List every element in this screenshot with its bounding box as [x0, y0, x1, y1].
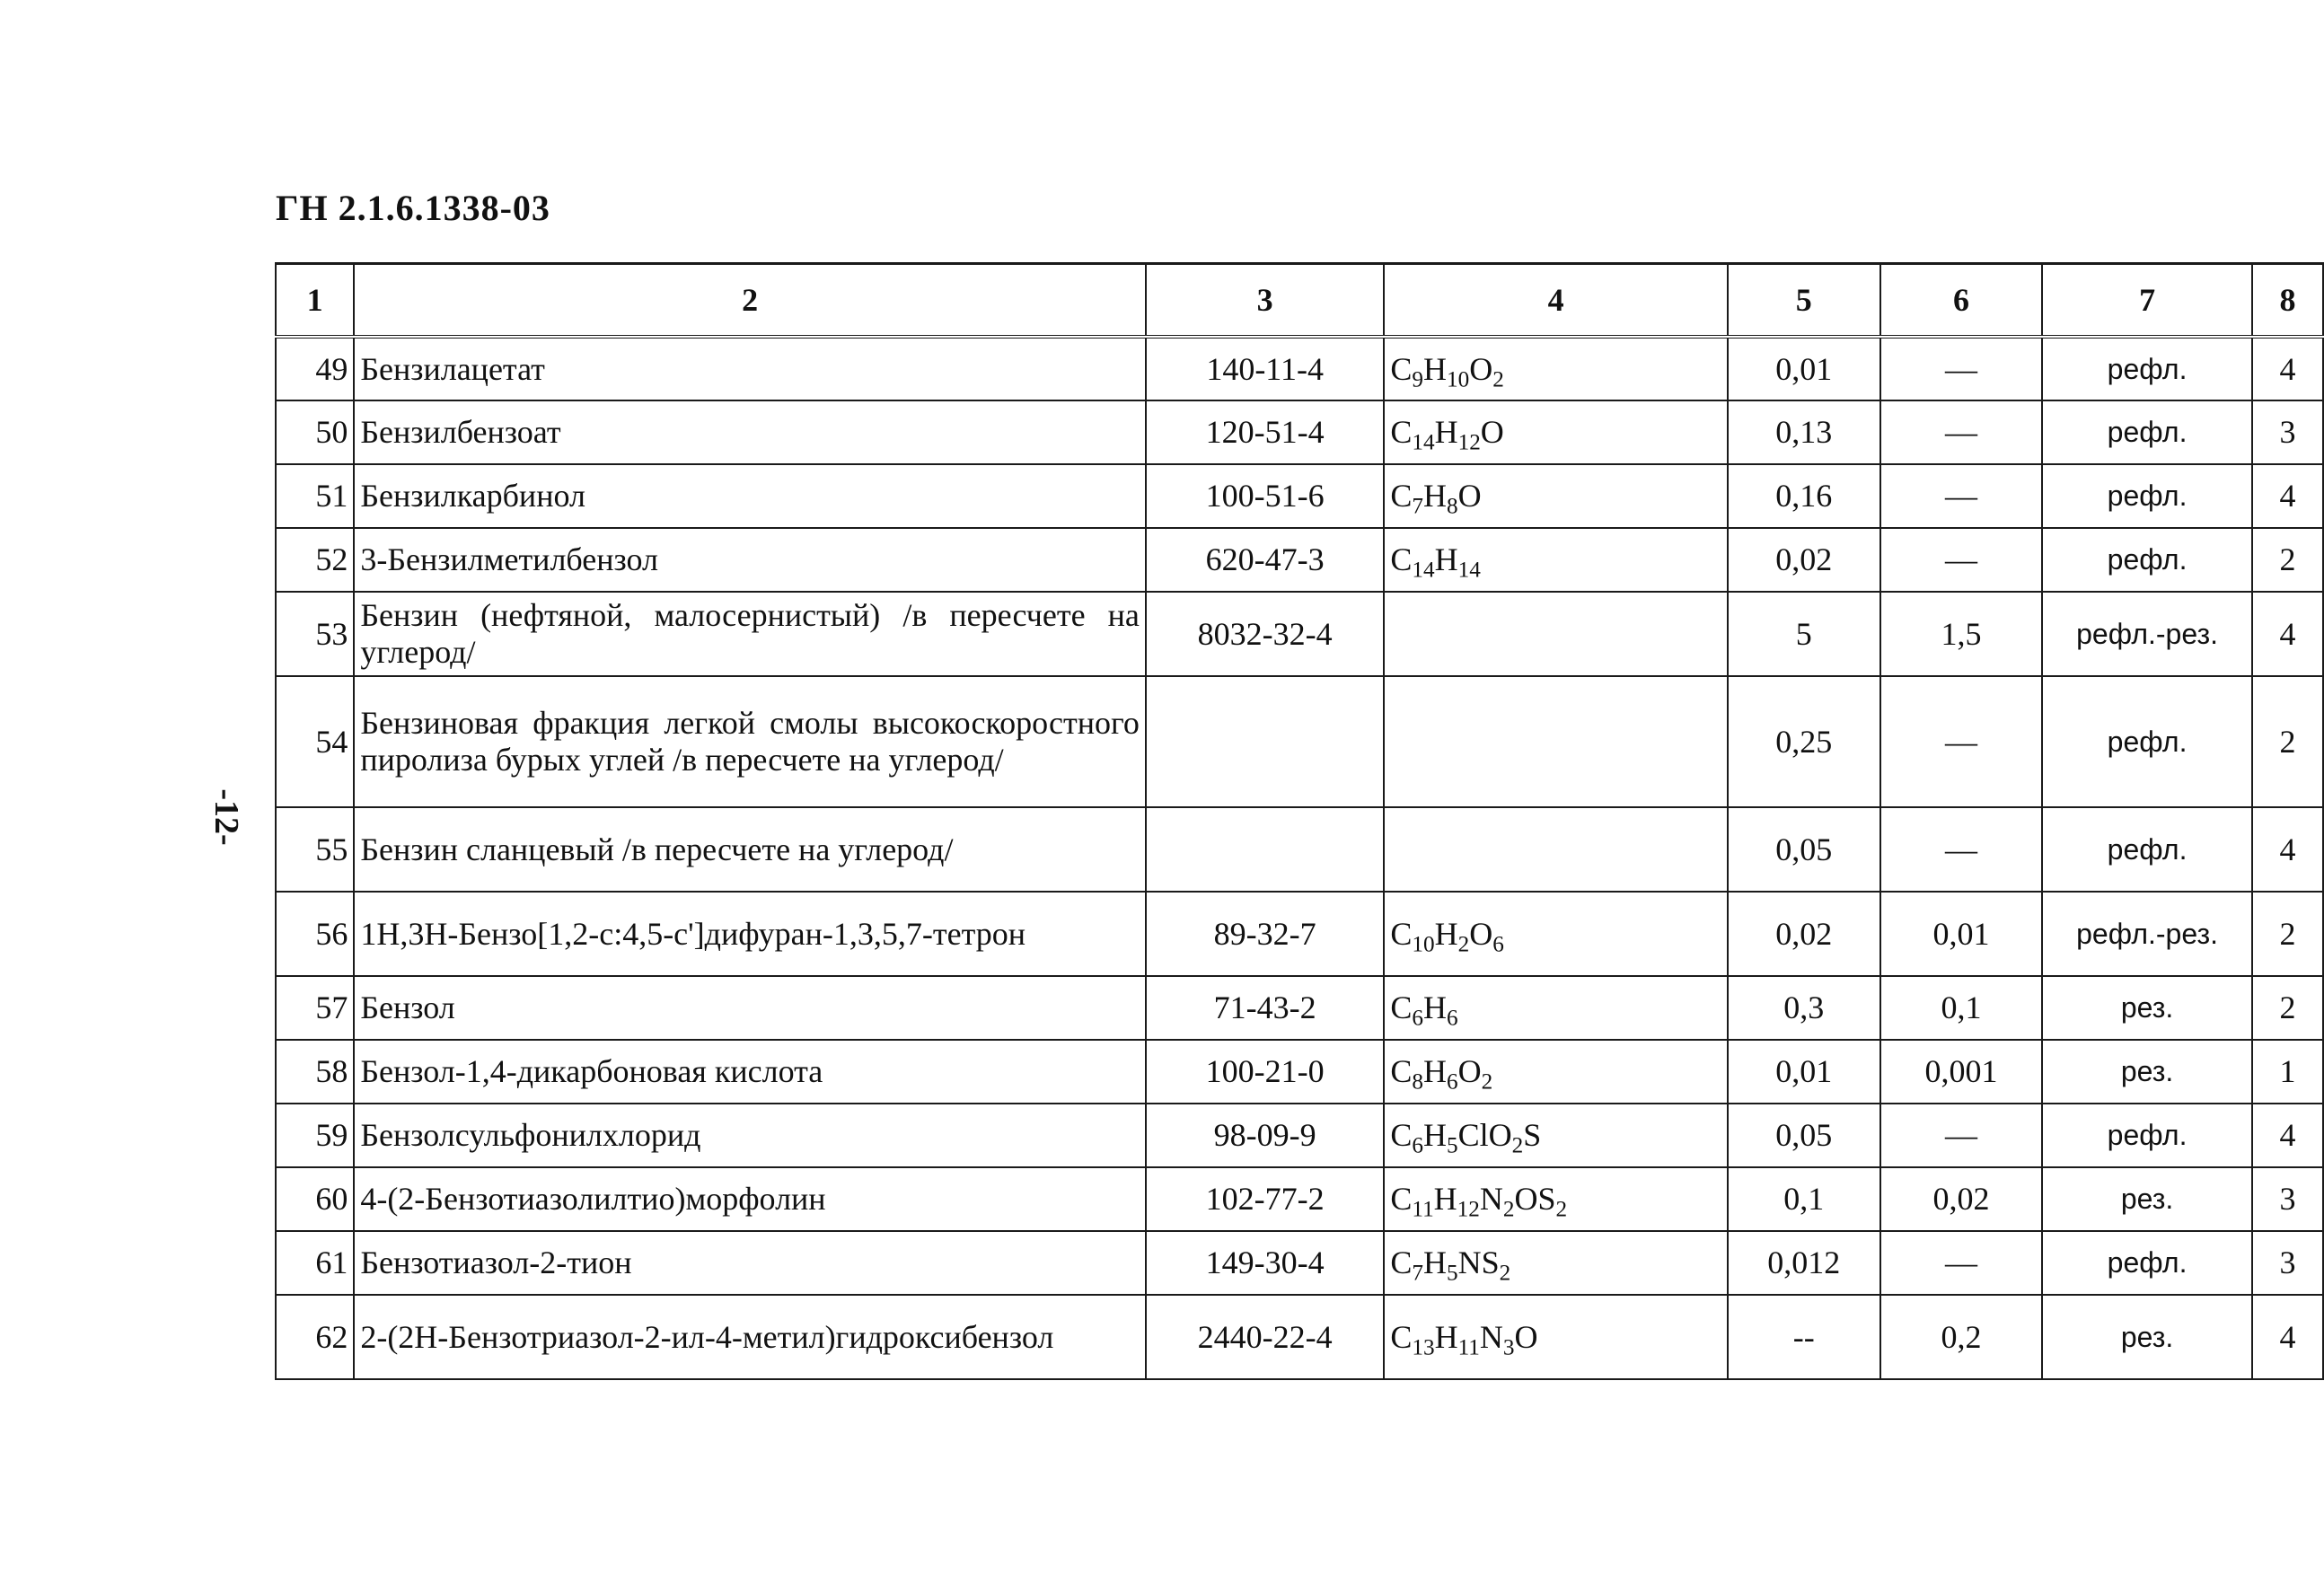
- chemical-formula: [1384, 892, 1727, 976]
- row-number: 56: [276, 892, 354, 976]
- value-column-6: —: [1880, 528, 2043, 592]
- substance-name: 1Н,3Н-Бензо[1,2-с:4,5-с']дифуран-1,3,5,7-тетрон: [354, 892, 1146, 976]
- hazard-class: 4: [2252, 337, 2323, 400]
- formula-element: H: [1434, 414, 1458, 450]
- table-header-row: [276, 264, 2323, 338]
- chemical-formula: [1384, 1167, 1727, 1231]
- cas-number: 149-30-4: [1146, 1231, 1385, 1295]
- document-code: ГН 2.1.6.1338-03: [276, 188, 550, 228]
- aggregate-state: рез.: [2042, 976, 2252, 1040]
- formula-element: H: [1423, 1245, 1447, 1280]
- substance-name: Бензол-1,4-дикарбоновая кислота: [354, 1040, 1146, 1104]
- value-column-5: 0,05: [1728, 807, 1880, 892]
- formula-element: H: [1423, 1053, 1447, 1089]
- column-header: 8: [2252, 264, 2323, 338]
- substance-name: Бензилацетат: [354, 337, 1146, 400]
- substance-name: Бензин (нефтяной, малосернистый) /в пересчете на углерод/: [354, 592, 1146, 676]
- value-column-6: —: [1880, 807, 2043, 892]
- chemical-formula: [1384, 400, 1727, 464]
- hazard-class: 3: [2252, 400, 2323, 464]
- substance-name: 2-(2Н-Бензотриазол-2-ил-4-метил)гидроксибензол: [354, 1295, 1146, 1379]
- hazard-class: 2: [2252, 892, 2323, 976]
- value-column-6: 0,01: [1880, 892, 2043, 976]
- formula-subscript: 13: [1412, 1335, 1435, 1360]
- formula-subscript: 10: [1447, 367, 1470, 392]
- formula-subscript: 6: [1492, 932, 1504, 957]
- substance-name: Бензол: [354, 976, 1146, 1040]
- chemical-formula: [1384, 1295, 1727, 1379]
- formula-subscript: 2: [1511, 1133, 1524, 1158]
- value-column-6: 0,001: [1880, 1040, 2043, 1104]
- value-column-6: 0,1: [1880, 976, 2043, 1040]
- formula-subscript: 12: [1457, 430, 1481, 455]
- table-row: [276, 400, 2323, 464]
- row-number: 54: [276, 676, 354, 807]
- column-header: 6: [1880, 264, 2043, 338]
- cas-number: 100-51-6: [1146, 464, 1385, 528]
- value-column-5: 0,012: [1728, 1231, 1880, 1295]
- formula-subscript: 10: [1412, 932, 1435, 957]
- value-column-5: 0,02: [1728, 528, 1880, 592]
- page-number-text: -12-: [207, 788, 245, 846]
- formula-subscript: 2: [1555, 1197, 1568, 1222]
- aggregate-state: рефл.: [2042, 337, 2252, 400]
- chemical-formula: [1384, 1231, 1727, 1295]
- chemical-formula: [1384, 807, 1727, 892]
- table-row: [276, 337, 2323, 400]
- row-number: 58: [276, 1040, 354, 1104]
- chemical-formula: [1384, 464, 1727, 528]
- chemical-formula: [1384, 976, 1727, 1040]
- formula-element: H: [1423, 350, 1447, 387]
- formula-subscript: 8: [1412, 1069, 1423, 1095]
- formula-element: ClO: [1457, 1117, 1512, 1153]
- chemical-formula: [1384, 528, 1727, 592]
- aggregate-state: рефл.: [2042, 1104, 2252, 1167]
- aggregate-state: рефл.-рез.: [2042, 592, 2252, 676]
- formula-subscript: 14: [1457, 558, 1481, 583]
- value-column-6: —: [1880, 464, 2043, 528]
- substance-name: Бензотиазол-2-тион: [354, 1231, 1146, 1295]
- table-row: [276, 807, 2323, 892]
- table-row: [276, 1040, 2323, 1104]
- formula-element: O: [1457, 478, 1482, 514]
- substance-name: 3-Бензилметилбензол: [354, 528, 1146, 592]
- formula-element: C: [1390, 1245, 1413, 1280]
- cas-number: 100-21-0: [1146, 1040, 1385, 1104]
- aggregate-state: рефл.: [2042, 676, 2252, 807]
- value-column-5: --: [1728, 1295, 1880, 1379]
- formula-subscript: 7: [1412, 494, 1423, 519]
- aggregate-state: рефл.: [2042, 1231, 2252, 1295]
- formula-element: C: [1390, 1117, 1413, 1153]
- hazard-class: 2: [2252, 676, 2323, 807]
- formula-subscript: 12: [1457, 1197, 1480, 1222]
- value-column-5: 5: [1728, 592, 1880, 676]
- formula-subscript: 6: [1412, 1133, 1423, 1158]
- aggregate-state: рефл.: [2042, 807, 2252, 892]
- value-column-6: —: [1880, 337, 2043, 400]
- formula-subscript: 2: [1457, 932, 1470, 957]
- table-row: [276, 464, 2323, 528]
- column-header: 5: [1728, 264, 1880, 338]
- cas-number: 98-09-9: [1146, 1104, 1385, 1167]
- column-header: 1: [276, 264, 354, 338]
- formula-subscript: 6: [1447, 1069, 1458, 1095]
- aggregate-state: рефл.-рез.: [2042, 892, 2252, 976]
- substance-name: 4-(2-Бензотиазолилтио)морфолин: [354, 1167, 1146, 1231]
- formula-element: H: [1434, 1318, 1458, 1355]
- formula-element: C: [1390, 915, 1413, 952]
- hazard-class: 4: [2252, 807, 2323, 892]
- row-number: 59: [276, 1104, 354, 1167]
- formula-subscript: 6: [1412, 1006, 1423, 1031]
- substances-table: [275, 262, 2324, 1380]
- row-number: 51: [276, 464, 354, 528]
- formula-subscript: 11: [1412, 1197, 1434, 1222]
- formula-element: H: [1423, 1117, 1447, 1153]
- value-column-5: 0,16: [1728, 464, 1880, 528]
- value-column-6: —: [1880, 1104, 2043, 1167]
- formula-subscript: 14: [1412, 430, 1435, 455]
- row-number: 53: [276, 592, 354, 676]
- table-row: [276, 528, 2323, 592]
- chemical-formula: [1384, 676, 1727, 807]
- value-column-5: 0,13: [1728, 400, 1880, 464]
- aggregate-state: рез.: [2042, 1040, 2252, 1104]
- substance-name: Бензиновая фракция легкой смолы высокоскоростного пиролиза бурых углей /в пересчете на углерод/: [354, 676, 1146, 807]
- hazard-class: 2: [2252, 976, 2323, 1040]
- value-column-6: 0,2: [1880, 1295, 2043, 1379]
- substance-name: Бензилбензоат: [354, 400, 1146, 464]
- value-column-6: —: [1880, 400, 2043, 464]
- page-number: [208, 763, 244, 871]
- substance-name: Бензолсульфонилхлорид: [354, 1104, 1146, 1167]
- table-row: [276, 592, 2323, 676]
- formula-subscript: 7: [1412, 1261, 1423, 1286]
- formula-element: H: [1423, 990, 1447, 1025]
- substance-name: Бензин сланцевый /в пересчете на углерод/: [354, 807, 1146, 892]
- formula-element: C: [1390, 1318, 1413, 1355]
- formula-subscript: 3: [1502, 1335, 1515, 1360]
- formula-subscript: 2: [1502, 1197, 1515, 1222]
- cas-number: 620-47-3: [1146, 528, 1385, 592]
- value-column-6: 1,5: [1880, 592, 2043, 676]
- formula-element: N: [1479, 1318, 1503, 1355]
- value-column-5: 0,05: [1728, 1104, 1880, 1167]
- value-column-5: 0,25: [1728, 676, 1880, 807]
- table-row: [276, 1295, 2323, 1379]
- column-header: 3: [1146, 264, 1385, 338]
- aggregate-state: рез.: [2042, 1295, 2252, 1379]
- chemical-formula: [1384, 1040, 1727, 1104]
- hazard-class: 4: [2252, 592, 2323, 676]
- table-row: [276, 1167, 2323, 1231]
- chemical-formula: [1384, 592, 1727, 676]
- formula-subscript: 2: [1492, 367, 1504, 392]
- formula-subscript: 8: [1447, 494, 1458, 519]
- row-number: 50: [276, 400, 354, 464]
- chemical-formula: [1384, 337, 1727, 400]
- substance-name: Бензилкарбинол: [354, 464, 1146, 528]
- value-column-5: 0,3: [1728, 976, 1880, 1040]
- hazard-class: 4: [2252, 464, 2323, 528]
- formula-subscript: 6: [1447, 1006, 1458, 1031]
- formula-element: C: [1390, 1053, 1413, 1089]
- formula-element: H: [1434, 541, 1458, 577]
- value-column-6: —: [1880, 1231, 2043, 1295]
- row-number: 57: [276, 976, 354, 1040]
- hazard-class: 4: [2252, 1104, 2323, 1167]
- formula-subscript: 5: [1447, 1133, 1458, 1158]
- cas-number: 102-77-2: [1146, 1167, 1385, 1231]
- table-row: [276, 1104, 2323, 1167]
- table-row: [276, 1231, 2323, 1295]
- formula-element: C: [1390, 541, 1413, 577]
- aggregate-state: рефл.: [2042, 464, 2252, 528]
- column-header: 2: [354, 264, 1146, 338]
- aggregate-state: рефл.: [2042, 528, 2252, 592]
- table-row: [276, 676, 2323, 807]
- cas-number: 140-11-4: [1146, 337, 1385, 400]
- aggregate-state: рез.: [2042, 1167, 2252, 1231]
- cas-number: 2440-22-4: [1146, 1295, 1385, 1379]
- hazard-class: 3: [2252, 1167, 2323, 1231]
- value-column-5: 0,1: [1728, 1167, 1880, 1231]
- cas-number: 89-32-7: [1146, 892, 1385, 976]
- value-column-6: —: [1880, 676, 2043, 807]
- column-header: 7: [2042, 264, 2252, 338]
- formula-element: O: [1514, 1318, 1538, 1355]
- aggregate-state: рефл.: [2042, 400, 2252, 464]
- formula-element: O: [1469, 915, 1493, 952]
- value-column-5: 0,01: [1728, 337, 1880, 400]
- formula-element: S: [1523, 1117, 1542, 1153]
- formula-element: H: [1433, 1181, 1457, 1217]
- cas-number: 71-43-2: [1146, 976, 1385, 1040]
- formula-element: C: [1390, 990, 1413, 1025]
- row-number: 61: [276, 1231, 354, 1295]
- formula-subscript: 2: [1481, 1069, 1493, 1095]
- formula-element: C: [1390, 350, 1413, 387]
- formula-subscript: 11: [1457, 1335, 1480, 1360]
- formula-subscript: 5: [1447, 1261, 1458, 1286]
- formula-element: NS: [1457, 1245, 1500, 1280]
- hazard-class: 3: [2252, 1231, 2323, 1295]
- formula-subscript: 9: [1412, 367, 1423, 392]
- cas-number: 120-51-4: [1146, 400, 1385, 464]
- row-number: 49: [276, 337, 354, 400]
- column-header: 4: [1384, 264, 1727, 338]
- table-row: [276, 892, 2323, 976]
- cas-number: 8032-32-4: [1146, 592, 1385, 676]
- formula-element: C: [1390, 1181, 1413, 1217]
- cas-number: [1146, 807, 1385, 892]
- row-number: 55: [276, 807, 354, 892]
- formula-element: H: [1434, 915, 1458, 952]
- formula-subscript: 2: [1499, 1261, 1511, 1286]
- formula-element: OS: [1514, 1181, 1556, 1217]
- formula-element: O: [1480, 414, 1504, 450]
- value-column-6: 0,02: [1880, 1167, 2043, 1231]
- formula-subscript: 14: [1412, 558, 1435, 583]
- formula-element: O: [1457, 1053, 1482, 1089]
- value-column-5: 0,02: [1728, 892, 1880, 976]
- hazard-class: 1: [2252, 1040, 2323, 1104]
- formula-element: H: [1423, 478, 1447, 514]
- hazard-class: 4: [2252, 1295, 2323, 1379]
- cas-number: [1146, 676, 1385, 807]
- row-number: 52: [276, 528, 354, 592]
- formula-element: O: [1469, 350, 1493, 387]
- value-column-5: 0,01: [1728, 1040, 1880, 1104]
- chemical-formula: [1384, 1104, 1727, 1167]
- row-number: 62: [276, 1295, 354, 1379]
- formula-element: N: [1479, 1181, 1503, 1217]
- table-row: [276, 976, 2323, 1040]
- formula-element: C: [1390, 414, 1413, 450]
- row-number: 60: [276, 1167, 354, 1231]
- hazard-class: 2: [2252, 528, 2323, 592]
- formula-element: C: [1390, 478, 1413, 514]
